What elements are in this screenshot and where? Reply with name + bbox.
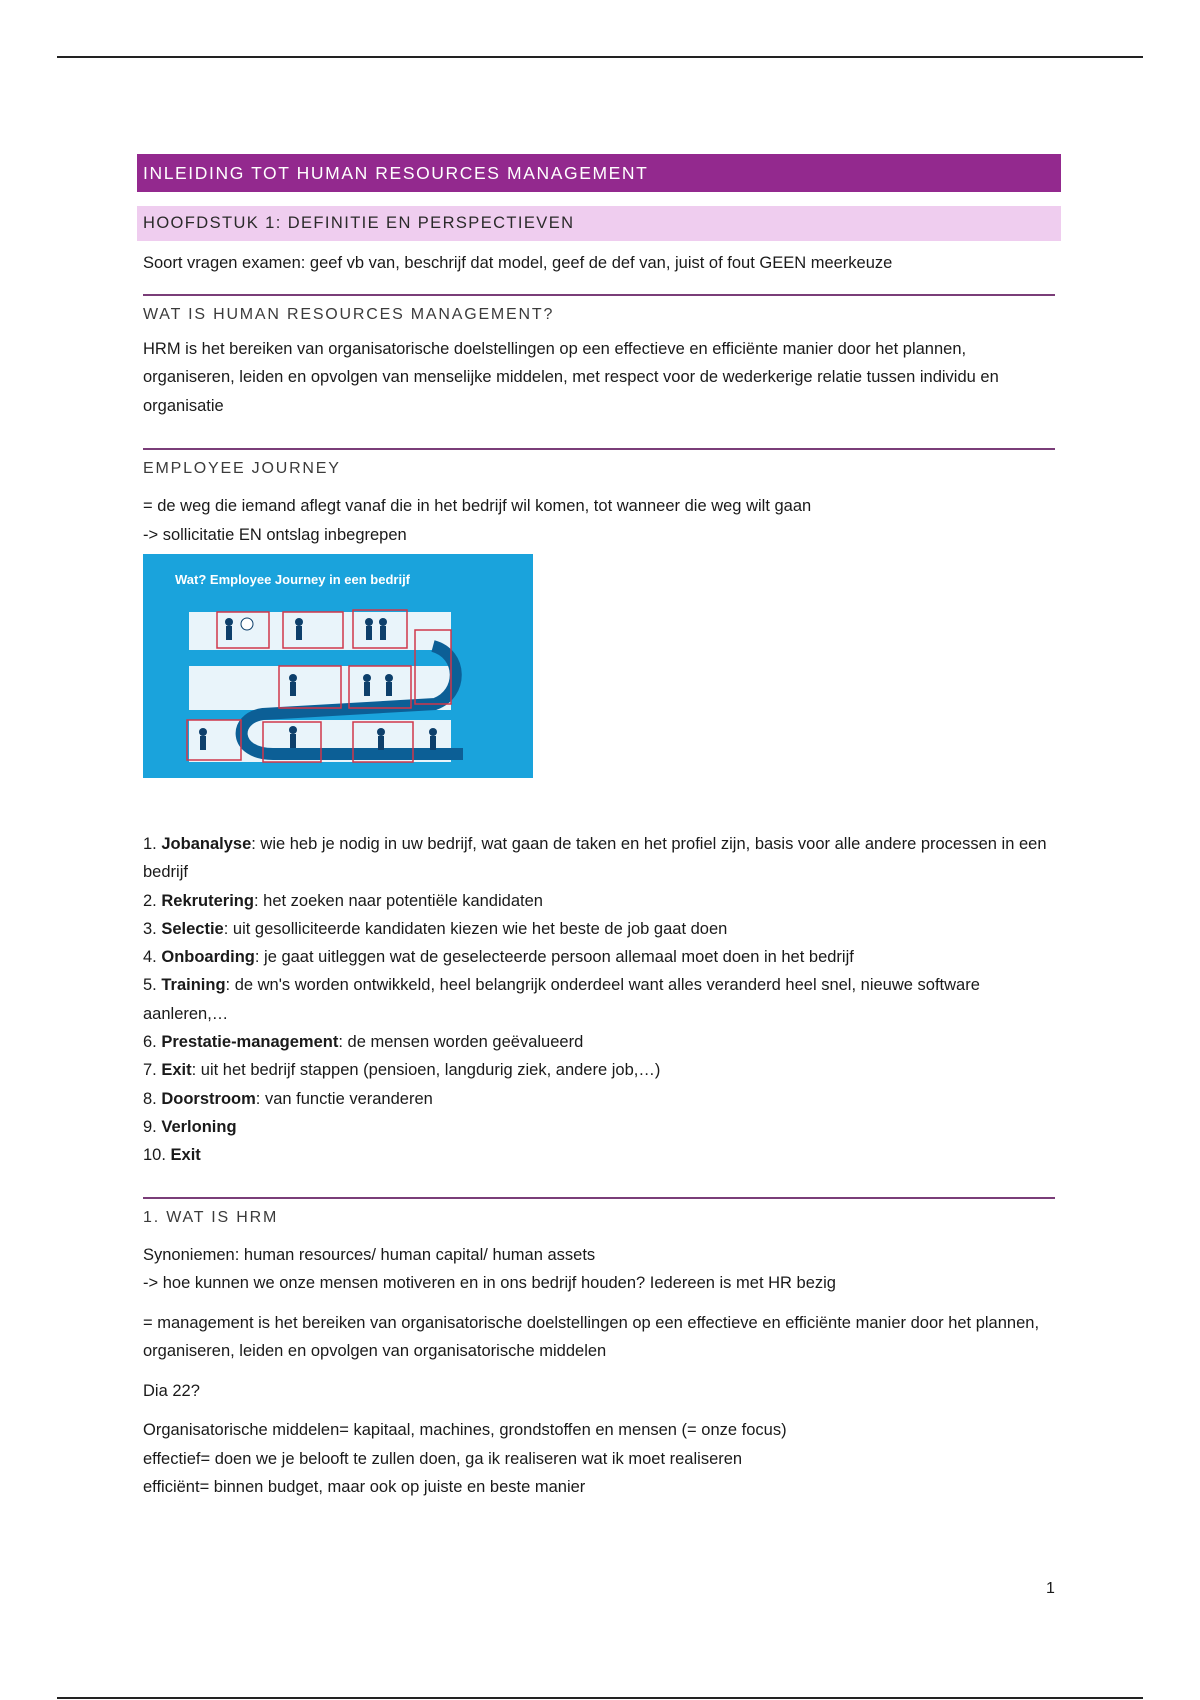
step-term: Selectie (161, 919, 224, 938)
step-term: Verloning (161, 1117, 237, 1136)
step-number: 3. (143, 919, 157, 938)
management-definition: = management is het bereiken van organisatorische doelstellingen op een effectieve en efficiënte manier door het plannen, organiseren, leiden en opvolgen van organisatorische middelen (143, 1313, 1040, 1361)
title-banner: INLEIDING TOT HUMAN RESOURCES MANAGEMENT (137, 154, 1061, 192)
step-number: 6. (143, 1033, 157, 1052)
step-number: 10. (143, 1146, 166, 1165)
section-heading-what-is-hrm: 1. WAT IS HRM (143, 1197, 1055, 1230)
list-item (143, 1141, 1053, 1169)
page-top-rule (57, 56, 1143, 58)
synonyms: Synoniemen: human resources/ human capital/ human assets (143, 1245, 596, 1264)
hrm-definition: HRM is het bereiken van organisatorische doelstellingen op een effectieve en efficiënte manier door het plannen, organiseren, leiden en opvolgen van menselijke middelen, met respect voor de wederkerige relatie tussen individu en organisatie (143, 339, 999, 415)
dia-reference: Dia 22? (143, 1381, 200, 1400)
list-item (143, 887, 1053, 915)
document-body (137, 154, 1061, 1502)
step-number: 7. (143, 1061, 157, 1080)
step-description: : je gaat uitleggen wat de geselecteerde persoon allemaal moet doen in het bedrijf (254, 948, 854, 967)
list-item (143, 1085, 1053, 1113)
list-item (143, 915, 1053, 943)
step-description: : wie heb je nodig in uw bedrijf, wat gaan de taken en het profiel zijn, basis voor alle andere processen in een bedrijf (143, 835, 1047, 882)
step-term: Jobanalyse (161, 835, 252, 853)
step-description: : het zoeken naar potentiële kandidaten (253, 891, 543, 910)
step-description: : de mensen worden geëvalueerd (338, 1033, 584, 1052)
list-item (143, 1113, 1053, 1141)
efficient-definition: efficiënt= binnen budget, maar ook op juiste en beste manier (143, 1478, 586, 1497)
step-term: Exit (170, 1146, 201, 1165)
organizational-means: Organisatorische middelen= kapitaal, machines, grondstoffen en mensen (= onze focus) (143, 1421, 787, 1440)
step-term: Rekrutering (161, 891, 254, 910)
figure-title: Wat? Employee Journey in een bedrijf (175, 572, 411, 587)
step-term: Doorstroom (161, 1089, 256, 1108)
effective-definition: effectief= doen we je belooft te zullen doen, ga ik realiseren wat ik moet realiseren (143, 1449, 743, 1468)
step-term: Onboarding (161, 948, 255, 967)
step-term: Training (161, 976, 226, 995)
chapter-banner: HOOFDSTUK 1: DEFINITIE EN PERSPECTIEVEN (137, 206, 1061, 241)
step-number: 5. (143, 976, 157, 995)
section-heading-journey: EMPLOYEE JOURNEY (143, 448, 1055, 481)
step-term: Exit (161, 1061, 192, 1080)
employee-journey-figure (143, 554, 533, 778)
list-item (143, 1028, 1053, 1056)
journey-steps-list (137, 830, 1061, 1170)
journey-line-1: = de weg die iemand aflegt vanaf die in het bedrijf wil komen, tot wanneer die weg wilt gaan (143, 497, 812, 515)
step-number: 1. (143, 835, 157, 853)
step-description: : uit gesolliciteerde kandidaten kiezen wie het beste de job gaat doen (223, 919, 728, 938)
page-bottom-rule (57, 1697, 1143, 1699)
step-term: Prestatie-management (161, 1033, 339, 1052)
employee-journey-illustration (143, 554, 533, 778)
list-item (143, 943, 1053, 971)
step-number: 8. (143, 1089, 157, 1108)
step-description: : uit het bedrijf stappen (pensioen, langdurig ziek, andere job,…) (191, 1061, 661, 1080)
step-description: : de wn's worden ontwikkeld, heel belangrijk onderdeel want alles veranderd heel snel, nieuwe software aanleren,… (143, 976, 980, 1023)
motivation-question: -> hoe kunnen we onze mensen motiveren en in ons bedrijf houden? Iedereen is met HR bezig (143, 1274, 836, 1293)
exam-note: Soort vragen examen: geef vb van, beschrijf dat model, geef de def van, juist of fout GEEN meerkeuze (143, 254, 893, 272)
list-item (143, 830, 1053, 887)
step-number: 4. (143, 948, 157, 967)
step-description: : van functie veranderen (255, 1089, 433, 1108)
list-item (143, 1056, 1053, 1084)
section-heading-hrm: WAT IS HUMAN RESOURCES MANAGEMENT? (143, 294, 1055, 327)
list-item (143, 971, 1053, 1028)
step-number: 2. (143, 891, 157, 910)
step-number: 9. (143, 1117, 157, 1136)
page-number: 1 (1046, 1580, 1055, 1597)
journey-line-2: -> sollicitatie EN ontslag inbegrepen (143, 525, 407, 544)
